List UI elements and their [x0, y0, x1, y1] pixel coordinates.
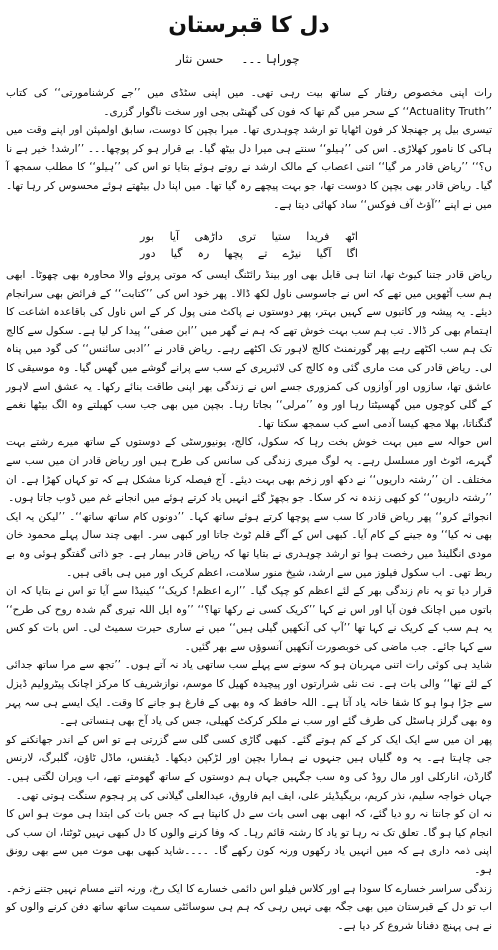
dateline: چوراہا: [266, 52, 300, 66]
verse-word: پچھا: [224, 247, 243, 260]
verse-word: اٹھ: [344, 230, 358, 243]
column-title: دل کا قبرستان: [168, 13, 330, 38]
intro-text: [6, 84, 492, 214]
body-paragraph: ریاض قادر جتنا کیوٹ تھا، اتنا ہی قابل بھی اور بینڈ رائٹنگ ایسی کہ موتی پروئے والا محاورہ بھی چھوٹا۔ ابھی ہم سب آٹھویں میں تھے کہ اس نے جاسوسی ناول لکھ ڈالا۔ پھر خود اس کی ’’کتابت‘‘ کے فرائض بھی سرانجام دیئے۔ یہ پیشہ ور کاتبوں سے کہیں بہتر، پھر دوستوں نے پاکٹ منی پول کر کے اس ناول کی باقاعدہ اشاعت کا اہتمام بھی کر ڈالا۔ تب ہم سب بہت خوش تھے کہ ہم نے گھر میں ’’ابن صفی‘‘ پیدا کر لیا ہے۔ سکول سے کالج تک ہم سب اکٹھے رہے پھر گورنمنٹ کالج لاہور تک اکٹھے رہے۔ ریاض قادر نے ’’ادبی سائنس‘‘ کی گود میں پناہ لی۔ ریاض قادر کی مت ماری گئی وہ کالج کی لائبریری کے سب سے پرانے گوشے میں گھس گیا۔ وہ موسیقی کا عاشق تھا، سازوں اور آوازوں کی کمزوری جسے اس نے زندگی بھر اپنی طاقت بنائے رکھا۔ یہ عشق اسے لاہور کے گلی کوچوں میں گھسیٹتا رہا اور وہ ’’مرلی‘‘ بجاتا رہا۔ بچپن میں بھی جب سب کھیلتے وہ الگ بیٹھا نغمے گنگناتا، بھلا مجھ کیسا آدمی اسے کب سمجھ سکتا تھا۔: [6, 269, 492, 430]
body-paragraph: نہ ان کو جانتا نہ رو دیا گئے، کہ ابھی بھی اسی بات سے دل کانپتا ہے کہ جس بات کی ابتدا ہی موت ہو اس کا انجام کیا ہو گا۔ تعلق تک نہ رہا تو یاد کا رشتہ قائم رہا۔ کہ وفا کرنے والوں کا دل کبھی نہیں ٹوٹتا، ان سب کی اپنی ذمہ داری ہے کہ میں انہیں یاد رکھوں ورنہ کون رکھے گا۔ ۔۔۔۔شاید کبھی بھی موت میں سے بھی رونق ہو۔: [6, 808, 492, 876]
verse-word: ستیا: [271, 230, 291, 243]
verse-word: نیڑے: [282, 247, 302, 260]
byline: [176, 52, 300, 66]
verse-line-1: [140, 228, 358, 245]
body-paragraph: پھر ان میں سے ایک ایک کر کے کم ہوتے گئے۔ کبھی گاڑی کسی گلی سے گزرتی ہے تو اس کے اندر جھانکنے کو جی چاہتا ہے۔ یہ وہ گلیاں ہیں جنہوں نے ہمارا بچپن اور لڑکپن دیکھا۔ ڈیفنس، ماڈل ٹاؤن، گلبرگ، لارنس گارڈن، انارکلی اور مال روڈ کی وہ سب جگہیں جہاں ہم دوستوں کے ساتھ گھومتے تھے، اب ویران لگتی ہیں۔ جہاں خواجہ سلیم، نذر کریم، بریگیڈیئر علی، ایف ایم فاروق، عبدالعلی گیلانی کی پر ہجوم سنگت ہوتی تھی۔: [6, 733, 492, 802]
body-text: [6, 266, 492, 935]
body-paragraph: شاید ہی کوئی رات اتنی مہربان ہو کہ سونے سے پہلے سب ساتھی یاد نہ آتے ہوں۔ ’’تجھ سے مرا ساتھ جدائی کے لئے تھا‘‘ والی بات ہے۔ نت نئی شرارتوں اور پیچیدہ کھیل کا موسم، نوازشریف کا مرکز اچانک پیٹرولیم ڈیزل سے جڑا ہوا ہو کا شفا خانہ یاد آتا ہے۔ اللہ حافظ کہ وہ بھی کے فارغ ہو جانے کا وقت۔ ایک ایسے ہی سہ پہر وہ بھی گرلز ہاسٹل کی طرف گئے اور سب نے ملکر کرکٹ کھیلی، جس کی یاد آج بھی ہنساتی ہے۔: [6, 659, 492, 728]
verse-word: رہ: [197, 247, 210, 260]
body-paragraph: اس حوالہ سے میں بہت خوش بخت رہا کہ سکول، کالج، یونیورسٹی کے دوستوں کے ساتھ میرے رشتے بہت گہرے، اٹوٹ اور مسلسل رہے۔ یہ لوگ میری زندگی کی سانس کی طرح ہیں اور ریاض قادر ان میں سب سے مختلف۔ ان ’’رشتہ داریوں‘‘ نے دکھ اور زخم بھی بہت دیئے۔ آج فیصلہ کرنا مشکل ہے کہ تو کہاں کھڑا ہے۔ ان ’’رشتہ داریوں‘‘ کو کبھی زندہ نہ کر سکا۔ جو بچھڑ گئے انہیں یاد کرتے ہوئے میں انجانے غم میں ڈوب جاتا ہوں۔: [6, 436, 492, 505]
verse-word: دور: [140, 247, 156, 260]
verse-word: اگا: [346, 247, 358, 260]
author-name: حسن نثار: [176, 52, 224, 66]
verse-line-2: [140, 245, 358, 262]
body-paragraph: انجوائے کرو‘‘ پھر ریاض قادر کا سب سے پوچھا کرتے ہوئے ساتھ کہا۔ ’’دونوں کام ساتھ ساتھ‘‘۔ ’’لیکن یہ ایک بھی نہ کیا‘‘ وہ جینے کے کام آیا۔ کبھی اس کے آگے قلم ٹوٹ جاتا اور کبھی سر۔ ابھی چند سال پہلے محمود خان مودی انگلینڈ میں رخصت ہوا تو ارشد چوہدری نے بتایا تھا کہ ریاض قادر بیمار ہے۔ جو ذاتی گفتگو ہوئی وہ بے ربط تھی۔ اب سکول فیلوز میں سے ارشد، شیخ منور سلامت، اعظم کریک اور میں ہی باقی ہیں۔: [6, 510, 492, 579]
verse-word: گیا: [170, 247, 183, 260]
verse-word: آیا: [169, 230, 180, 243]
body-paragraph: قرار دیا تو یہ نام زندگی بھر کے لئے اعظم کو چپک گیا۔ ’’ارے اعظم! کریک‘‘ کینیڈا سے آیا تو اس نے بتایا کہ ان باتوں میں اچانک فون آیا اور اس نے کہا ’’کریک کسی نے رکھا تھا؟‘‘ ’’وہ ایل اللہ تیری گم شدہ روح کی طرح‘‘ یہ ہم سب کے کریک نے کہا تھا ’’آپ کی آنکھیں گیلی ہیں‘‘ میں نے ساری حیرت سمیٹ لی۔ اس بات کو کس سے کہا جائے۔ جب ماضی کی خوبصورت آنکھیں آنسوؤں سے بھر گئیں۔: [6, 585, 492, 653]
verse: [140, 228, 358, 262]
intro-paragraph: رات اپنی مخصوص رفتار کے ساتھ بیت رہی تھی۔ میں اپنی سٹڈی میں ’’جے کرشنامورتی‘‘ کی کتاب ’’Actuality Truth‘‘ کے سحر میں گم تھا کہ فون کی گھنٹی بجی اور سخت ناگوار گزری۔: [6, 87, 492, 118]
intro-paragraph: تیسری بیل پر جھنجلا کر فون اٹھایا تو ارشد چوہدری تھا۔ میرا بچپن کا دوست، سابق اولمپئن اور اپنے وقت میں ہاکی کا نامور کھلاڑی۔ اس کی ’’ہیلو‘‘ سنتے ہی میرا دل بیٹھ گیا۔ بے قرار ہو کر پوچھا۔۔۔ ’’ارشد! خیر ہے نا ں؟‘‘ ’’ریاض قادر مر گیا‘‘ اتنی اعصاب کے مالک ارشد نے روتے ہوئے بتایا تو اس کی ’’ہیلو‘‘ کا مطلب سمجھ آ گیا۔ ریاض قادر بھی بچپن کا دوست تھا، جو بہت پیچھے رہ گیا تھا۔ میں اپنا دل بیٹھتے ہوئے محسوس کر رہا تھا۔ میں نے اپنے ’’آؤٹ آف فوکس‘‘ ساد کھائی دیتا ہے۔: [6, 124, 492, 211]
verse-word: بور: [140, 230, 155, 243]
body-paragraph: زندگی سراسر خسارے کا سودا ہے اور کلاس فیلو اس دائمی خسارے کا ایک رخ، ورنہ اتنے مسام نہیں جتنے زخم۔ اب تو دل کے قبرستان میں بھی جگہ بھی نہیں رہی کہ ہم ہی سوسائٹی سمیت ساتھ ساتھ دفن کرنے والوں کو نے ہی پہنچ دفنانا شروع کر دیا ہے۔: [6, 882, 492, 932]
verse-word: داڑھی: [194, 230, 223, 243]
verse-word: تری: [238, 230, 257, 243]
verse-word: تے: [257, 247, 268, 260]
verse-word: آگیا: [316, 247, 332, 260]
verse-word: فریدا: [306, 230, 330, 243]
byline-dash: ۔۔۔: [241, 52, 263, 66]
